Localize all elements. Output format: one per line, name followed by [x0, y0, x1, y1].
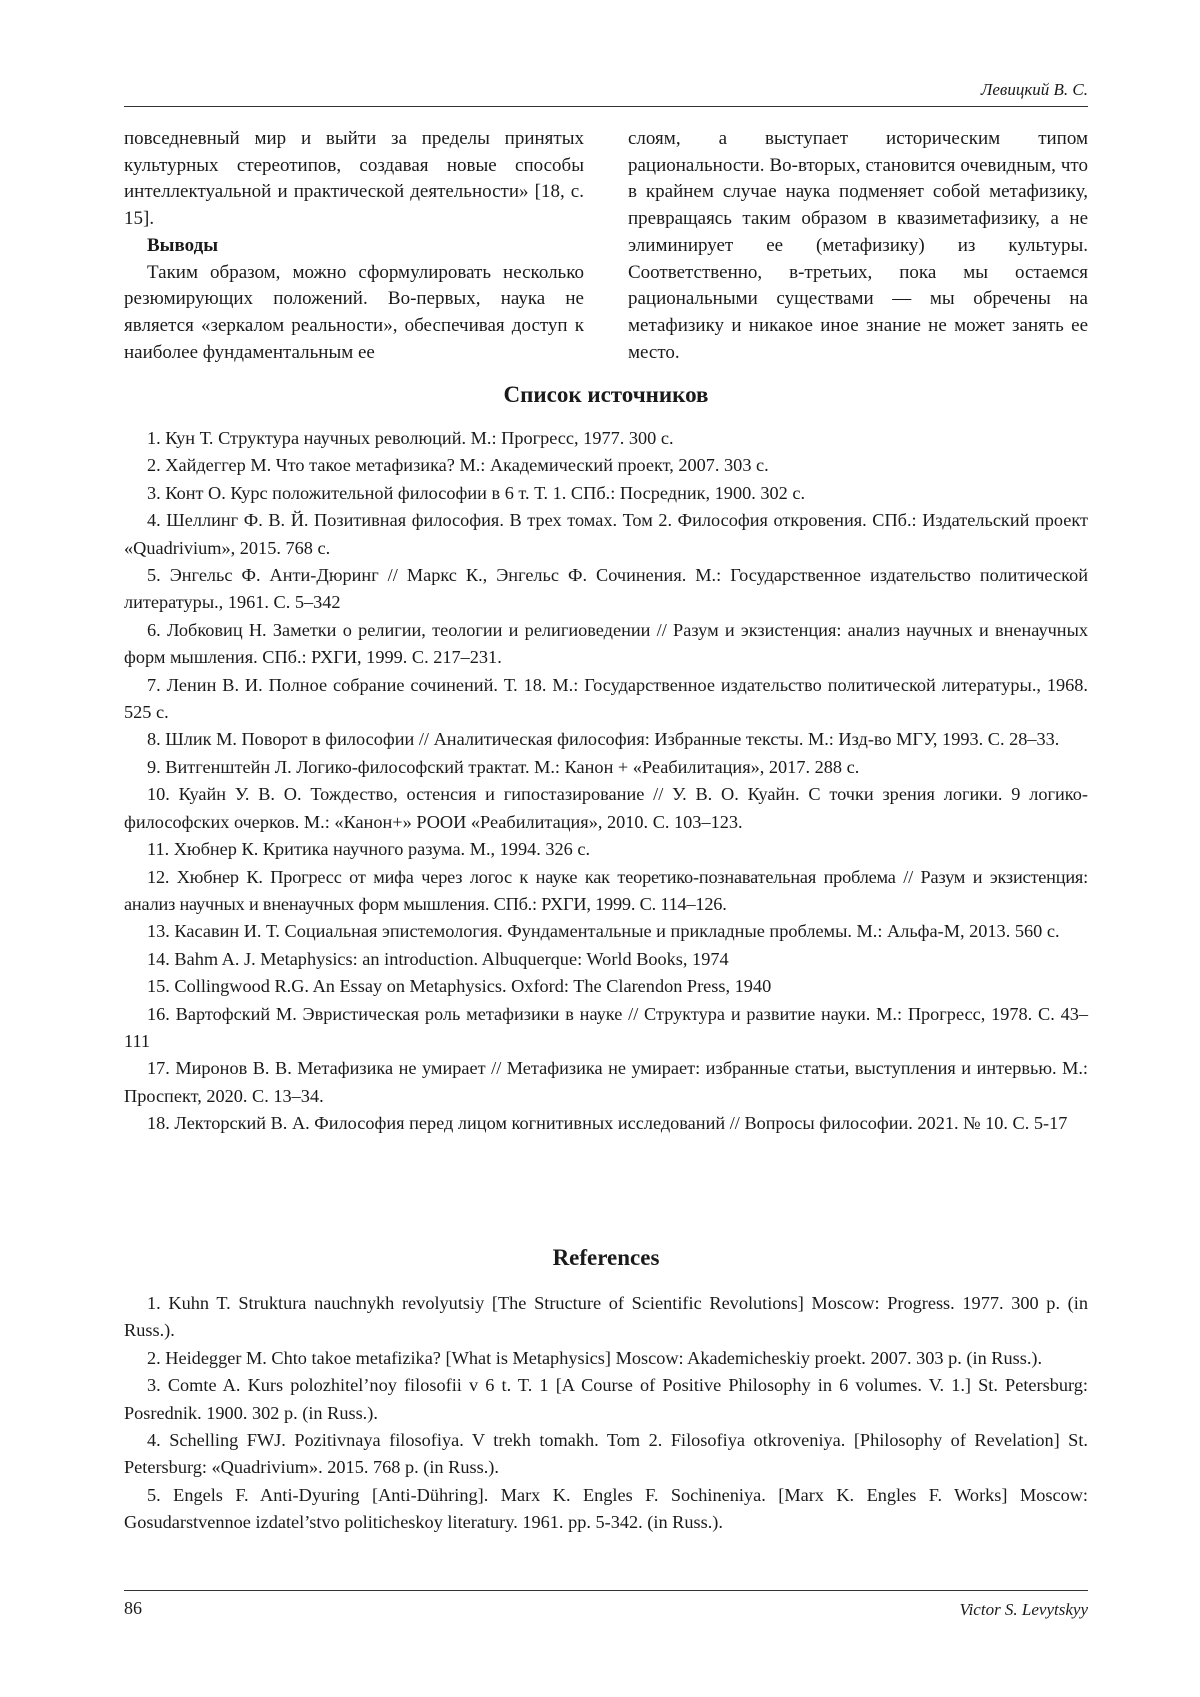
- left-paragraph-2: Таким образом, можно сформулировать несколько резюмирующих положений. Во-первых, наука не является «зеркалом реальности», обеспечивая доступ к наиболее фундаментальным ее: [124, 261, 584, 363]
- page-number: 86: [124, 1598, 142, 1618]
- source-item: 17. Миронов В. В. Метафизика не умирает // Метафизика не умирает: избранные статьи, выступления и интервью. М.: Проспект, 2020. С. 13–34.: [124, 1058, 1088, 1106]
- sources-list: [124, 425, 1088, 1138]
- source-item: 16. Вартофский М. Эвристическая роль метафизики в науке // Структура и развитие науки. М.: Прогресс, 1978. С. 43–111: [124, 1003, 1088, 1051]
- references-title: References: [552, 1245, 660, 1270]
- source-item: 3. Конт О. Курс положительной философии в 6 т. Т. 1. СПб.: Посредник, 1900. 302 с.: [147, 482, 806, 503]
- source-item: 12. Хюбнер К. Прогресс от мифа через логос к науке как теоретико-познавательная проблема // Разум и экзистенция: анализ научных и вненаучных форм мышления. СПб.: РХГИ, 1999. С. 114–126.: [124, 866, 1088, 914]
- reference-item: 2. Heidegger M. Chto takoe metafizika? [What is Metaphysics] Moscow: Akademicheskiy proekt. 2007. 303 p. (in Russ.).: [147, 1347, 1043, 1368]
- source-item: 10. Куайн У. В. О. Тождество, остенсия и гипостазирование // У. В. О. Куайн. С точки зрения логики. 9 логико-философских очерков. М.: «Канон+» РООИ «Реабилитация», 2010. С. 103–123.: [124, 784, 1088, 832]
- body-columns: [124, 126, 1088, 374]
- reference-item: 1. Kuhn T. Struktura nauchnykh revolyutsiy [The Structure of Scientific Revolutions] Moscow: Progress. 1977. 300 p. (in Russ.).: [124, 1293, 1088, 1341]
- source-item: 1. Кун Т. Структура научных революций. М.: Прогресс, 1977. 300 с.: [147, 428, 674, 448]
- footer-rule: [124, 1590, 1088, 1591]
- source-item: 2. Хайдеггер М. Что такое метафизика? М.: Академический проект, 2007. 303 с.: [147, 455, 769, 476]
- sources-title: Список источников: [503, 382, 709, 407]
- left-paragraph-1: повседневный мир и выйти за пределы принятых культурных стереотипов, создавая новые способы интеллектуальной и практической деятельности» [18, с. 15].: [124, 128, 584, 230]
- running-header: [124, 80, 1088, 107]
- source-item: 18. Лекторский В. А. Философия перед лицом когнитивных исследований // Вопросы философии. 2021. № 10. С. 5-17: [147, 1113, 1068, 1134]
- reference-item: 5. Engels F. Anti-Dyuring [Anti-Dühring]. Marx K. Engles F. Sochineniya. [Marx K. Engles F. Works] Moscow: Gosudarstvennoe izdatel’stvo politicheskoy literatury. 1961. pp. 5-342. (in Russ.).: [124, 1484, 1088, 1533]
- source-item: 9. Витгенштейн Л. Логико-философский трактат. М.: Канон + «Реабилитация», 2017. 288 с.: [147, 756, 860, 777]
- right-paragraph-1: слоям, а выступает историческим типом рациональности. Во-вторых, становится очевидным, что в крайнем случае наука подменяет собой метафизику, превращаясь таким образом в квазиметафизику, а не элиминирует ее (метафизику) из культуры. Соответственно, в-третьих, пока мы остаемся рациональными существами — мы обречены на метафизику и никакое иное знание не может занять ее место.: [628, 128, 1088, 363]
- source-item: 14. Bahm A. J. Metaphysics: an introduction. Albuquerque: World Books, 1974: [147, 948, 729, 969]
- reference-item: 4. Schelling FWJ. Pozitivnaya filosofiya. V trekh tomakh. Tom 2. Filosofiya otkroveniya. [Philosophy of Revelation] St. Petersburg: «Quadrivium». 2015. 768 p. (in Russ.).: [124, 1430, 1088, 1478]
- source-item: 11. Хюбнер К. Критика научного разума. М., 1994. 326 с.: [147, 839, 591, 860]
- source-item: 13. Касавин И. Т. Социальная эпистемология. Фундаментальные и прикладные проблемы. М.: Альфа-М, 2013. 560 с.: [147, 921, 1060, 942]
- footer-author: Victor S. Levytskyy: [959, 1600, 1088, 1619]
- source-item: 15. Collingwood R.G. An Essay on Metaphysics. Oxford: The Clarendon Press, 1940: [147, 976, 772, 997]
- references-list: [124, 1290, 1088, 1537]
- reference-item: 3. Comte A. Kurs polozhitel’noy filosofii v 6 t. T. 1 [A Course of Positive Philosophy in 6 volumes. V. 1.] St. Petersburg: Posrednik. 1900. 302 p. (in Russ.).: [124, 1375, 1088, 1423]
- source-item: 8. Шлик М. Поворот в философии // Аналитическая философия: Избранные тексты. М.: Изд-во МГУ, 1993. С. 28–33.: [147, 729, 1060, 750]
- conclusions-heading: Выводы: [147, 234, 219, 256]
- source-item: 5. Энгельс Ф. Анти-Дюринг // Маркс К., Энгельс Ф. Сочинения. М.: Государственное издательство политической литературы., 1961. С. 5–342: [124, 565, 1088, 613]
- source-item: 4. Шеллинг Ф. В. Й. Позитивная философия. В трех томах. Том 2. Философия откровения. СПб.: Издательский проект «Quadrivium», 2015. 768 с.: [124, 510, 1088, 558]
- header-author: Левицкий В. С.: [980, 80, 1088, 99]
- left-column: [124, 126, 584, 366]
- source-item: 7. Ленин В. И. Полное собрание сочинений. Т. 18. М.: Государственное издательство политической литературы., 1968. 525 с.: [124, 674, 1088, 723]
- right-column: [628, 126, 1088, 366]
- source-item: 6. Лобковиц Н. Заметки о религии, теологии и религиоведении // Разум и экзистенция: анализ научных и вненаучных форм мышления. СПб.: РХГИ, 1999. С. 217–231.: [124, 619, 1088, 668]
